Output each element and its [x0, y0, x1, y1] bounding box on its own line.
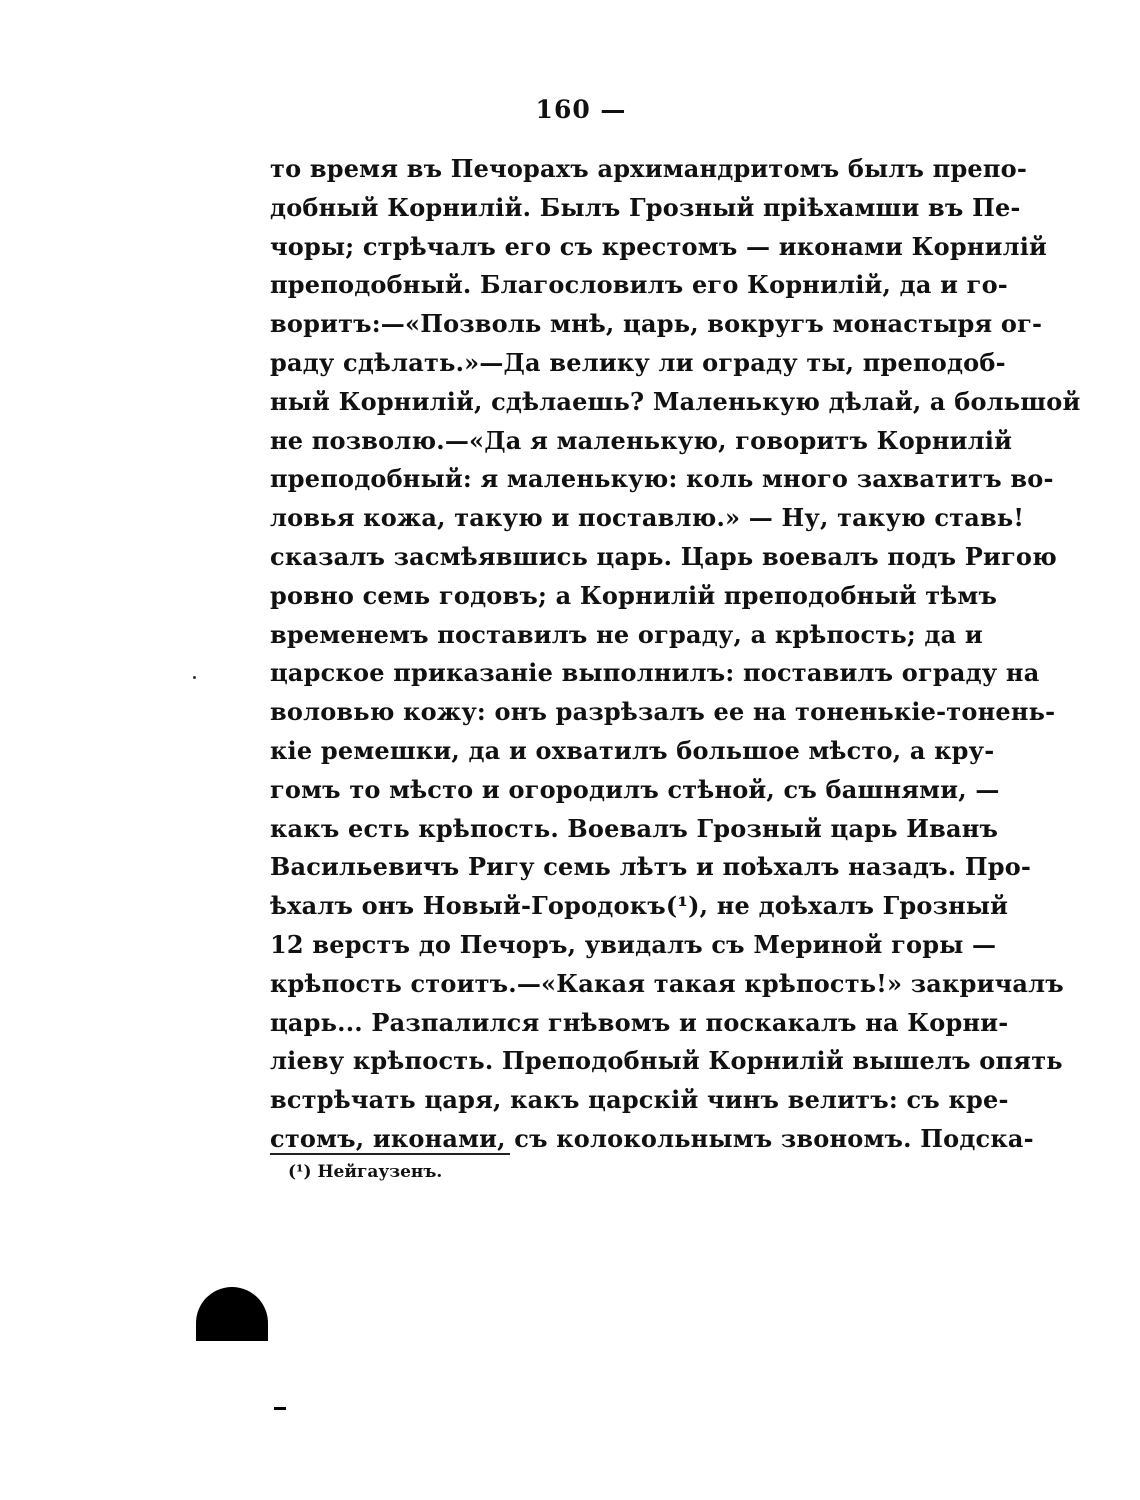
text-line: Васильевичъ Ригу семь лѣтъ и поѣхалъ назадъ. Про- — [270, 852, 1032, 882]
text-line: стомъ, иконами, съ колокольнымъ звономъ. Подска- — [270, 1123, 1034, 1153]
text-line: преподобный. Благословилъ его Корнилій, да и го- — [270, 270, 1008, 300]
text-line: сказалъ засмѣявшись царь. Царь воевалъ подъ Ригою — [270, 541, 1057, 571]
text-line: ліеву крѣпость. Преподобный Корнилій вышелъ опять — [270, 1046, 1063, 1076]
text-line: добный Корнилій. Былъ Грозный пріѣхамши въ Пе- — [270, 192, 1021, 222]
text-line: царское приказаніе выполнилъ: поставилъ ограду на — [270, 658, 1040, 688]
text-line: воловью кожу: онъ разрѣзалъ ее на тоненькіе-тонень- — [270, 697, 1056, 727]
ink-dot — [193, 676, 196, 679]
text-line: какъ есть крѣпость. Воевалъ Грозный царь Иванъ — [270, 813, 999, 843]
body-text — [270, 150, 1081, 1159]
ink-blot — [196, 1287, 268, 1341]
text-line: гомъ то мѣсто и огородилъ стѣной, съ башнями, — — [270, 774, 1000, 804]
text-line: преподобный: я маленькую: коль много захватитъ во- — [270, 464, 1054, 494]
text-line: царь... Разпалился гнѣвомъ и поскакалъ на Корни- — [270, 1007, 1009, 1037]
text-line: ѣхалъ онъ Новый-Городокъ(¹), не доѣхалъ Грозный — [270, 891, 1009, 921]
footnote-divider — [270, 1153, 510, 1155]
text-line: ный Корнилій, сдѣлаешь? Маленькую дѣлай, а большой — [270, 386, 1081, 416]
text-line: то время въ Печорахъ архимандритомъ былъ препо- — [270, 154, 1028, 183]
text-line: кіе ремешки, да и охватилъ большое мѣсто, а кру- — [270, 735, 995, 765]
text-line: воритъ:—«Позволь мнѣ, царь, вокругъ монастыря ог- — [270, 309, 1043, 339]
text-line: крѣпость стоитъ.—«Какая такая крѣпость!» закричалъ — [270, 968, 1064, 998]
text-line: чоры; стрѣчалъ его съ крестомъ — иконами Корнилій — [270, 231, 1048, 261]
text-line: не позволю.—«Да я маленькую, говоритъ Корнилій — [270, 425, 1013, 455]
page-number-header: 160 — — [535, 95, 627, 124]
footnote: (¹) Нейгаузенъ. — [288, 1162, 443, 1182]
text-line: ловья кожа, такую и поставлю.» — Ну, такую ставь! — [270, 503, 1025, 533]
text-line: раду сдѣлать.»—Да велику ли ограду ты, преподоб- — [270, 347, 1006, 377]
ink-speck — [274, 1407, 286, 1410]
text-line: ровно семь годовъ; а Корнилій преподобный тѣмъ — [270, 580, 998, 610]
text-line: встрѣчать царя, какъ царскій чинъ велитъ: съ кре- — [270, 1085, 1009, 1115]
text-line: 12 верстъ до Печоръ, увидалъ съ Мериной горы — — [270, 929, 997, 959]
text-line: временемъ поставилъ не ограду, а крѣпость; да и — [270, 619, 983, 649]
